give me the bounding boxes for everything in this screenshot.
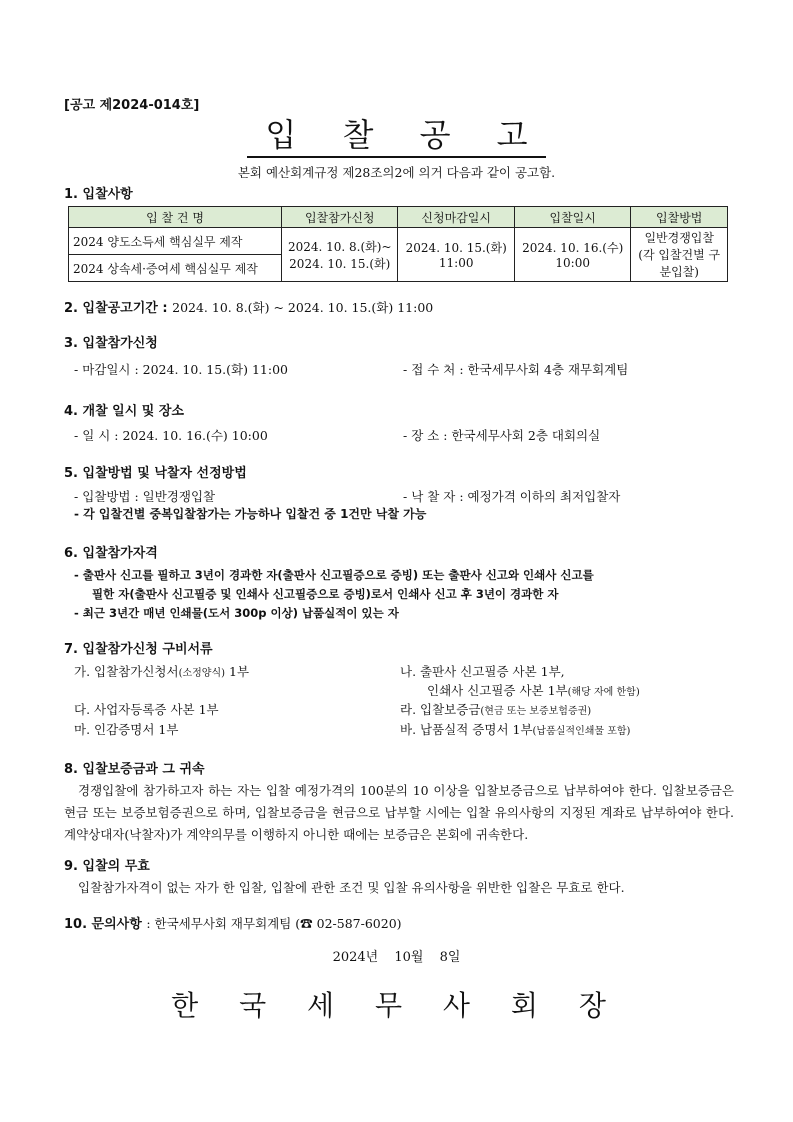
doc-item-na-2 [427, 681, 640, 699]
table-header: 입 찰 건 명 [69, 207, 282, 228]
deadline-cell: 2024. 10. 15.(화) 11:00 [398, 228, 514, 282]
doc-item-ga-note: (소정양식) [178, 668, 226, 679]
deposit-paragraph: 경쟁입찰에 참가하고자 하는 자는 입찰 예정가격의 100분의 10 이상을 입찰보증금으로 납부하여야 한다. 입찰보증금은 현금 또는 보증보험증권으로 하며, 입찰보증금을 현금으로 납부할 시에는 입찰 유의사항의 지정된 계좌로 납부하여야 한다. 계약상대자(낙찰자)가 계약의무를 이행하지 아니한 때에는 보증금은 본회에 귀속한다. [64, 783, 734, 842]
opening-time-line: - 일 시 : 2024. 10. 16.(수) 10:00 [74, 428, 268, 443]
bid-date-cell: 2024. 10. 16.(수) 10:00 [514, 228, 630, 282]
winner-line: - 낙 찰 자 : 예정가격 이하의 최저입찰자 [403, 489, 621, 504]
table-row [69, 228, 728, 255]
doc-item-ra [400, 700, 591, 718]
qualification-line-1: - 출판사 신고를 필하고 3년이 경과한 자(출판사 신고필증으로 증빙) 또는 출판사 신고와 인쇄사 신고를 [74, 568, 594, 582]
organization-name: 한 국 세 무 사 회 장 [171, 989, 622, 1022]
intro-text: 본회 예산회계규정 제28조의2에 의거 다음과 같이 공고함. [237, 165, 556, 180]
section-8-heading: 8. 입찰보증금과 그 귀속 [64, 762, 205, 777]
bid-method-cell: 일반경쟁입찰 (각 입찰건별 구분입찰) [631, 228, 728, 282]
doc-item-ra-note: (현금 또는 보증보험증권) [480, 706, 592, 717]
duplicate-bid-note: - 각 입찰건별 중복입찰참가는 가능하나 입찰건 중 1건만 낙찰 가능 [74, 507, 427, 521]
section-2-heading: 2. 입찰공고기간 : [64, 301, 168, 316]
title-text: 입 찰 공 고 [247, 116, 545, 158]
qualification-line-3: - 최근 3년간 매년 인쇄물(도서 300p 이상) 납품실적이 있는 자 [74, 606, 399, 620]
table-header-row [69, 207, 728, 228]
table-header: 신청마감일시 [398, 207, 514, 228]
doc-item-na: 나. 출판사 신고필증 사본 1부, [400, 664, 565, 679]
notice-number: [공고 제2024-014호] [64, 98, 200, 113]
section-6-heading: 6. 입찰참가자격 [64, 546, 158, 561]
qualification-line-2: 필한 자(출판사 신고필증 및 인쇄사 신고필증으로 증빙)로서 인쇄사 신고 후 3년이 경과한 자 [92, 587, 559, 601]
section-10-heading: 10. 문의사항 [64, 917, 142, 932]
doc-item-na-2-note: (해당 자에 한함) [567, 687, 640, 698]
section-1-heading: 1. 입찰사항 [64, 187, 133, 202]
doc-item-ga [74, 662, 249, 680]
invalid-bid-paragraph: 입찰참가자격이 없는 자가 한 입찰, 입찰에 관한 조건 및 입찰 유의사항을 위반한 입찰은 무효로 한다. [78, 880, 625, 895]
apply-period-cell: 2024. 10. 8.(화)~ 2024. 10. 15.(화) [282, 228, 398, 282]
doc-item-na-2-label: 인쇄사 신고필증 사본 1부 [427, 683, 568, 698]
deadline-line: - 마감일시 : 2024. 10. 15.(화) 11:00 [74, 362, 288, 377]
doc-item-da: 다. 사업자등록증 사본 1부 [74, 702, 219, 717]
notice-date: 2024년 10월 8일 [332, 950, 461, 965]
opening-place-line: - 장 소 : 한국세무사회 2층 대회의실 [403, 428, 601, 443]
table-header: 입찰방법 [631, 207, 728, 228]
section-10 [64, 913, 402, 932]
page-title [0, 110, 793, 156]
notice-period-value: 2024. 10. 8.(화) ~ 2024. 10. 15.(화) 11:00 [172, 300, 434, 315]
doc-item-ga-label: 가. 입찰참가신청서 [74, 664, 179, 679]
section-3-heading: 3. 입찰참가신청 [64, 336, 158, 351]
doc-item-ba-note: (납품실적인쇄물 포함) [532, 726, 631, 737]
section-9-heading: 9. 입찰의 무효 [64, 859, 150, 874]
doc-item-ra-label: 라. 입찰보증금 [400, 702, 481, 717]
table-header: 입찰일시 [514, 207, 630, 228]
item-name-cell: 2024 상속세·증여세 핵심실무 제작 [69, 255, 282, 282]
contact-value: : 한국세무사회 재무회계팀 (☎ 02-587-6020) [146, 916, 402, 931]
item-name-cell: 2024 양도소득세 핵심실무 제작 [69, 228, 282, 255]
table-header: 입찰참가신청 [282, 207, 398, 228]
section-5-heading: 5. 입찰방법 및 낙찰자 선정방법 [64, 466, 247, 481]
section-7-heading: 7. 입찰참가신청 구비서류 [64, 642, 213, 657]
doc-item-ba-label: 바. 납품실적 증명서 1부 [400, 722, 533, 737]
doc-item-ba [400, 720, 630, 738]
bid-table [68, 206, 728, 282]
bid-method-line: - 입찰방법 : 일반경쟁입찰 [74, 489, 216, 504]
reception-line: - 접 수 처 : 한국세무사회 4층 재무회계팀 [403, 362, 629, 377]
doc-item-ma: 마. 인감증명서 1부 [74, 722, 179, 737]
doc-item-ga-count: 1부 [225, 664, 250, 679]
section-2 [64, 297, 433, 316]
section-4-heading: 4. 개찰 일시 및 장소 [64, 404, 184, 419]
